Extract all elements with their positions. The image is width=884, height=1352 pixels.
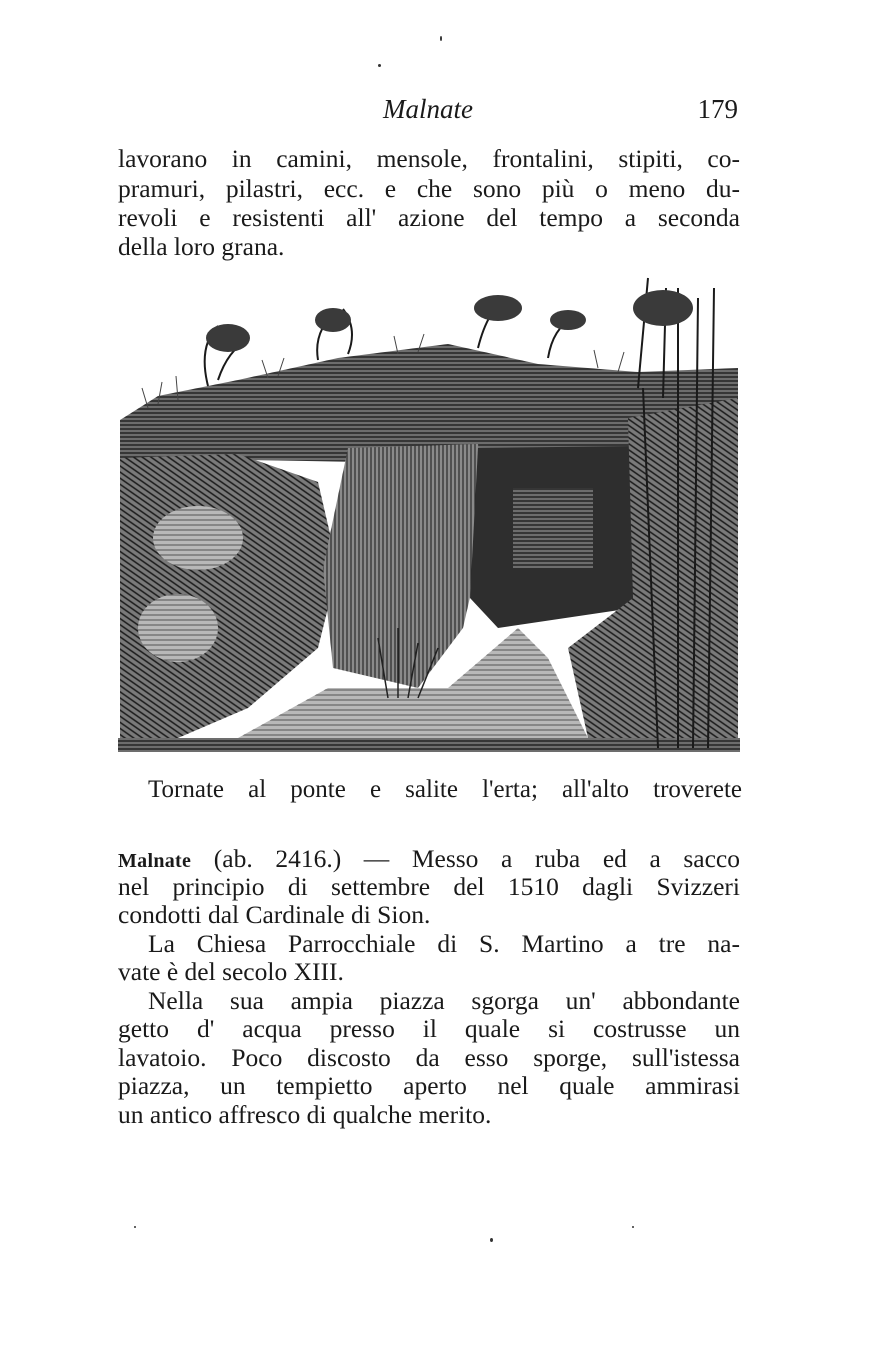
intro-line: pramuri, pilastri, ecc. e che sono più o meno du- <box>118 174 740 203</box>
entry-line: vate è del secolo XIII. <box>118 957 344 986</box>
entry-line: piazza, un tempietto aperto nel quale ammirasi <box>118 1071 740 1100</box>
quarry-engraving <box>118 268 740 752</box>
figure-caption: Tornate al ponte e salite l'erta; all'alto troverete <box>148 776 742 803</box>
running-title: Malnate <box>383 94 473 124</box>
cave-interior <box>513 488 593 568</box>
entry-line: condotti dal Cardinale di Sion. <box>118 900 431 929</box>
boulder <box>138 594 218 662</box>
entry-line: getto d' acqua presso il quale si costrusse un <box>118 1014 740 1043</box>
entry-line: Nella sua ampia piazza sgorga un' abbondante <box>148 986 740 1015</box>
ground <box>118 738 740 752</box>
page-header <box>118 94 738 130</box>
entry-line: La Chiesa Parrocchiale di S. Martino a tre na- <box>148 929 740 958</box>
entry-first-line-text: (ab. 2416.) — Messo a ruba ed a sacco <box>213 844 740 873</box>
intro-line: lavorano in camini, mensole, frontalini, stipiti, co- <box>118 144 740 173</box>
intro-line: della loro grana. <box>118 232 285 261</box>
intro-line: revoli e resistenti all' azione del tempo a seconda <box>118 203 740 232</box>
entry-line: lavatoio. Poco discosto da esso sporge, sull'istessa <box>118 1043 740 1072</box>
ink-speck <box>632 1226 634 1228</box>
page-number: 179 <box>697 94 738 124</box>
place-name: Malnate <box>118 850 192 872</box>
boulder <box>153 506 243 570</box>
ink-speck <box>378 64 381 67</box>
ink-speck <box>440 36 442 41</box>
ink-speck <box>490 1238 493 1242</box>
entry-line: nel principio di settembre del 1510 dagli Svizzeri <box>118 872 740 901</box>
entry-line: un antico affresco di qualche merito. <box>118 1100 492 1129</box>
ink-speck <box>134 1226 136 1228</box>
